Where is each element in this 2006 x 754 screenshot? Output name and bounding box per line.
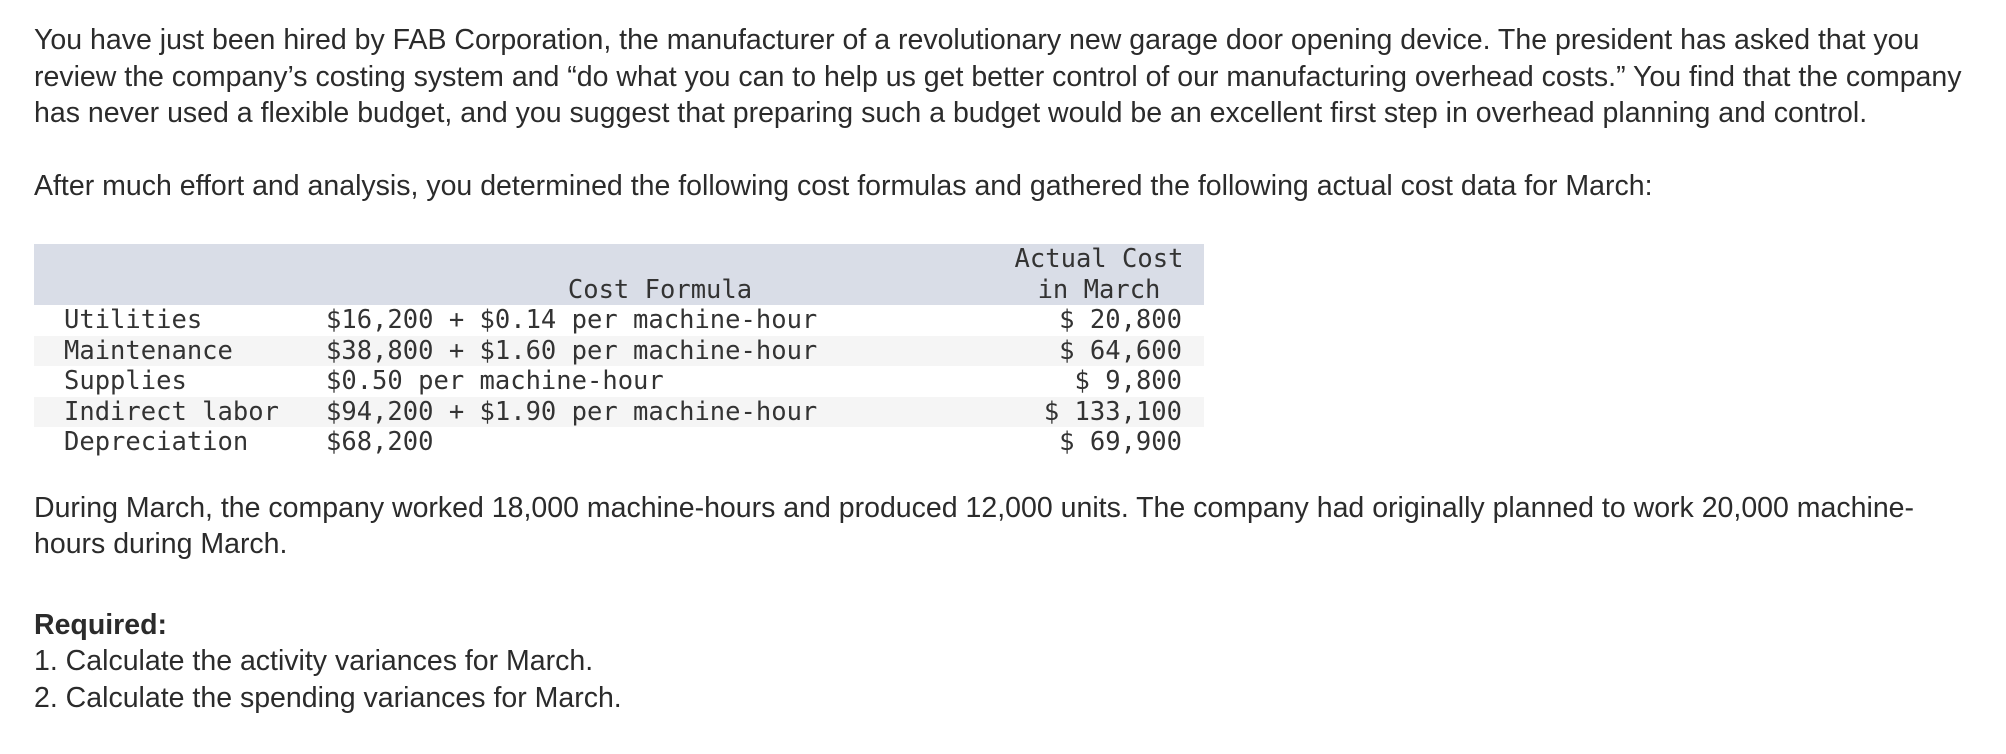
table-header-row <box>34 244 1204 305</box>
header-item <box>34 244 326 305</box>
header-cost-formula: Cost Formula <box>567 274 753 305</box>
row-formula: $38,800 + $1.60 per machine-hour <box>326 335 818 366</box>
row-item: Utilities <box>64 305 203 335</box>
row-actual: $ 69,900 <box>1059 427 1182 457</box>
table-row-maintenance <box>34 336 1204 367</box>
table-row-utilities <box>34 305 1204 336</box>
problem-page <box>34 22 1974 716</box>
table-row-supplies <box>34 366 1204 397</box>
row-item: Supplies <box>64 366 187 396</box>
row-formula: $16,200 + $0.14 per machine-hour <box>326 305 818 335</box>
row-formula: $94,200 + $1.90 per machine-hour <box>326 396 818 427</box>
row-item: Depreciation <box>64 427 249 457</box>
row-actual: $ 20,800 <box>1059 305 1182 335</box>
row-item: Indirect labor <box>64 396 279 427</box>
intro-paragraph: You have just been hired by FAB Corporation, the manufacturer of a revolutionary new garage door opening device. The president has asked that you review the company’s costing system and “do what you can to help us get better control of our manufacturing overhead costs.” You find that the company has never used a flexible budget, and you suggest that preparing such a budget would be an excellent first step in overhead planning and control. <box>34 24 1962 129</box>
header-actual-cost-line1: Actual Cost <box>1014 244 1184 274</box>
header-actual-cost <box>994 244 1204 305</box>
lead-paragraph: After much effort and analysis, you determined the following cost formulas and gathered the following actual cost data for March: <box>34 169 1653 202</box>
table-row-indirect-labor <box>34 397 1204 428</box>
row-actual: $ 9,800 <box>1074 366 1182 396</box>
required-item-2: 2. Calculate the spending variances for March. <box>34 681 622 714</box>
required-label: Required: <box>34 608 168 641</box>
row-item: Maintenance <box>64 335 233 366</box>
header-actual-cost-line2: in March <box>1037 274 1161 305</box>
table-row-depreciation <box>34 427 1204 458</box>
cost-formula-table <box>34 244 1204 458</box>
required-item-1: 1. Calculate the activity variances for March. <box>34 645 594 677</box>
row-formula: $0.50 per machine-hour <box>326 366 664 396</box>
row-formula: $68,200 <box>326 427 434 457</box>
row-actual: $ 64,600 <box>1059 335 1182 366</box>
march-info-paragraph: During March, the company worked 18,000 machine-hours and produced 12,000 units. The company had originally planned to work 20,000 machine-hours during March. <box>34 491 1915 560</box>
required-list <box>34 643 1974 716</box>
row-actual: $ 133,100 <box>1043 396 1182 427</box>
